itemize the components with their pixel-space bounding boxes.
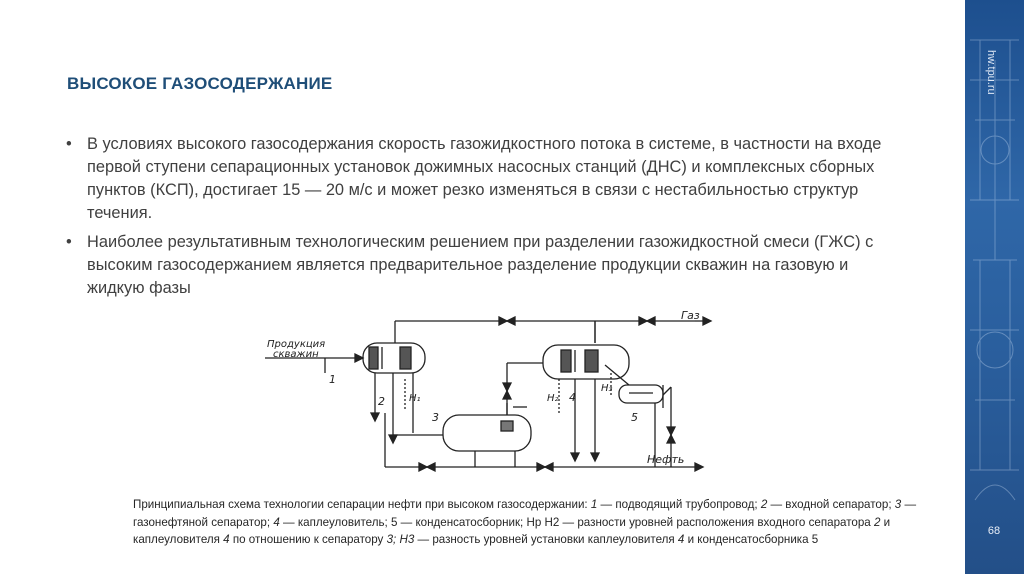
bullet-text: В условиях высокого газосодержания скорость газожидкостного потока в системе, в частности на входе первой ступени сепарационных установок дожимных насосных станций (ДНС) и комплексных сборных пунктов (КСП), достигает 15 — 20 м/с и может резко изменяться в связи с нестабильностью структур течения. bbox=[87, 135, 882, 222]
gas-label: Газ bbox=[681, 309, 700, 322]
input-label-line2: скважин bbox=[273, 349, 319, 360]
separator-2-pack-right bbox=[400, 347, 411, 369]
separator-3-insert bbox=[501, 421, 513, 431]
condensate-collector-5 bbox=[619, 385, 663, 403]
bullet-dot: • bbox=[66, 135, 72, 153]
bullet-item bbox=[66, 231, 896, 300]
input-arrow bbox=[355, 354, 363, 362]
label-5: 5 bbox=[631, 411, 638, 424]
separator-4-pack-left bbox=[561, 350, 571, 372]
bullet-text: Наиболее результативным технологическим решением при разделении газожидкостной смеси (ГЖС) с высоким газосодержанием является предварительное разделение продукции скважин на газовую и жидкую фазы bbox=[87, 233, 874, 297]
label-h2: H₂ bbox=[547, 393, 559, 404]
gas-arrow bbox=[703, 317, 711, 325]
oil-arrow bbox=[695, 463, 703, 471]
label-1: 1 bbox=[329, 373, 336, 386]
label-4: 4 bbox=[569, 391, 576, 404]
bullet-item bbox=[66, 133, 896, 225]
bullet-dot: • bbox=[66, 233, 72, 251]
bullet-list bbox=[66, 133, 896, 306]
label-3: 3 bbox=[432, 411, 439, 424]
label-2: 2 bbox=[378, 395, 385, 408]
site-url: hw.tpu.ru bbox=[985, 50, 997, 95]
page-number: 68 bbox=[987, 525, 1001, 537]
figure-caption: Принципиальная схема технологии сепарации нефти при высоком газосодержании: 1 — подводящий трубопровод; 2 — входной сепаратор; 3 — газонефтяной сепаратор; 4 — каплеуловитель; 5 — конденсатосборник; Нр Н2 — разности уровней расположения входного сепаратора 2 и каплеуловителя 4 по отношению к сепаратору 3; Н3 — разность уровней установки каплеуловителя 4 и конденсатосборника 5 bbox=[133, 498, 917, 546]
label-h1: H₁ bbox=[409, 393, 421, 404]
separation-scheme-diagram bbox=[265, 303, 725, 489]
slide-title: ВЫСОКОЕ ГАЗОСОДЕРЖАНИЕ bbox=[67, 74, 333, 93]
separator-4-pack-right bbox=[585, 350, 598, 372]
separator-2-pack-left bbox=[369, 347, 378, 369]
input-label-line1: Продукция bbox=[267, 339, 326, 350]
label-h3: H₃ bbox=[601, 383, 613, 394]
gas-oil-separator-3 bbox=[443, 415, 531, 451]
oil-label: Нефть bbox=[647, 453, 685, 466]
